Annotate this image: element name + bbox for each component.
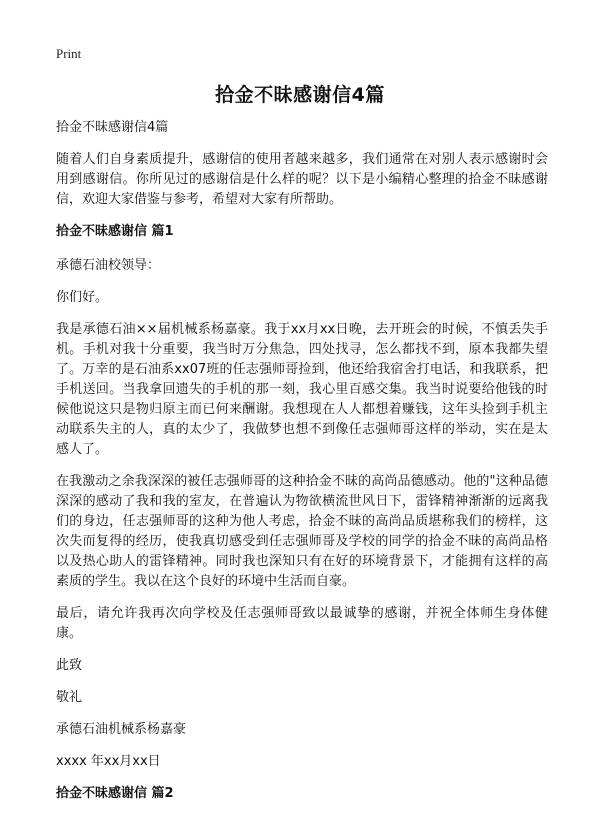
print-link[interactable]: Print <box>56 46 82 61</box>
closing-line-2: 敬礼 <box>56 690 83 705</box>
section-heading-1: 拾金不昧感谢信 篇1 <box>56 224 174 239</box>
greeting: 你们好。 <box>56 290 109 305</box>
letter-paragraph-2: 在我激动之余我深深的被任志强师哥的这种拾金不昧的高尚品德感动。他的"这种品德深深的感动了我和我的室友，在普遍认为物欲横流世风日下，雷锋精神渐渐的远离我们的身边，任志强师哥的这种为他人考虑，拾金不昧的高尚品质堪称我们的榜样，这次失而复得的经历，使我真切感受到任志强师哥及学校的同学的拾金不昧的高尚品格以及热心助人的雷锋精神。同时我也深知只有在好的环境背景下，才能拥有这样的高素质的学生。我以在这个良好的环境中生活而自豪。 <box>56 474 548 589</box>
section-heading-2: 拾金不昧感谢信 篇2 <box>56 786 174 801</box>
date-line: xxxx 年xx月xx日 <box>56 754 161 769</box>
salutation: 承德石油校领导： <box>56 258 161 273</box>
document-body <box>56 118 548 818</box>
signature: 承德石油机械系杨嘉豪 <box>56 722 187 737</box>
document-title: 拾金不昧感谢信4篇 <box>215 84 385 106</box>
letter-paragraph-3: 最后，请允许我再次向学校及任志强师哥致以最诚挚的感谢，并祝全体师生身体健康。 <box>56 606 548 641</box>
intro-paragraph: 随着人们自身素质提升，感谢信的使用者越来越多，我们通常在对别人表示感谢时会用到感谢信。你所见过的感谢信是什么样的呢？以下是小编精心整理的拾金不昧感谢信，欢迎大家借鉴与参考，希望对大家有所帮助。 <box>56 152 548 207</box>
document-subtitle: 拾金不昧感谢信4篇 <box>56 120 169 135</box>
closing-line-1: 此致 <box>56 658 83 673</box>
letter-paragraph-1: 我是承德石油××届机械系杨嘉豪。我于xx月xx日晚，去开班会的时候，不慎丢失手机。手机对我十分重要，我当时万分焦急，四处找寻，怎么都找不到，原本我都失望了。万幸的是石油系xx07班的任志强师哥捡到，他还给我宿舍打电话，和我联系，把手机送回。当我拿回遗失的手机的那一刻，我心里百感交集。我当时说要给他钱的时候他说这只是物归原主而已何来酬谢。我想现在人人都想着赚钱，这年头捡到手机主动联系失主的人，真的太少了，我做梦也想不到像任志强师哥这样的举动，实在是太感人了。 <box>56 322 548 457</box>
